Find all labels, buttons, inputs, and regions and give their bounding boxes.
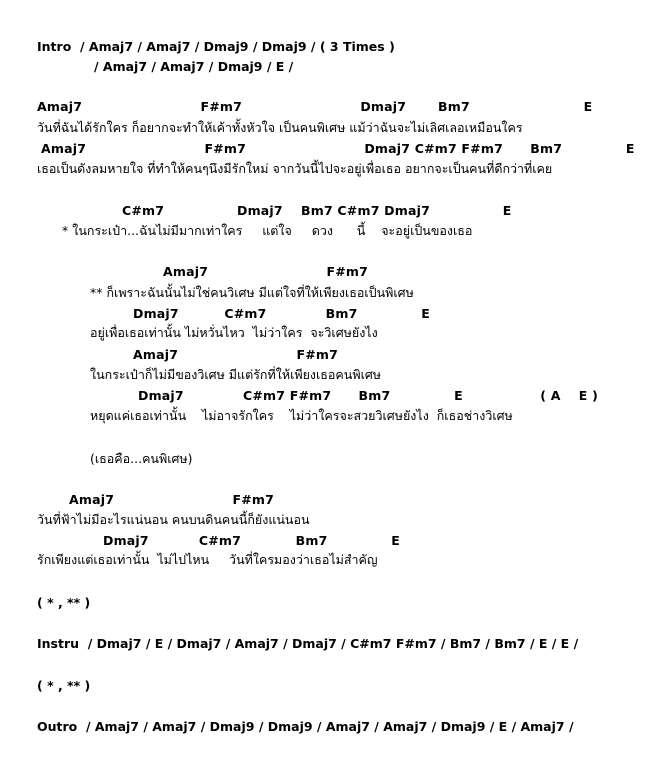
verse2-lyric-1: วันที่ฟ้าไม่มีอะไรแน่นอน คนบนดินคนนี้ก็ยังแน่นอน (37, 512, 310, 527)
instrumental-line: Instru / Dmaj7 / E / Dmaj7 / Amaj7 / Dmaj7 / C#m7 F#m7 / Bm7 / Bm7 / E / E / (37, 636, 579, 651)
chorus-chords-4: Dmaj7 C#m7 F#m7 Bm7 E ( A E ) (138, 388, 599, 403)
prechorus-chords: C#m7 Dmaj7 Bm7 C#m7 Dmaj7 E (122, 203, 512, 218)
chorus-chords-1: Amaj7 F#m7 (163, 264, 368, 279)
intro-line-1: Intro / Amaj7 / Amaj7 / Dmaj9 / Dmaj9 / ( 3 Times ) (37, 39, 395, 54)
verse1-chords-2: Amaj7 F#m7 Dmaj7 C#m7 F#m7 Bm7 E (41, 141, 635, 156)
verse1-chords-1: Amaj7 F#m7 Dmaj7 Bm7 E (37, 99, 593, 114)
chorus-chords-2: Dmaj7 C#m7 Bm7 E (133, 306, 430, 321)
chorus-lyric-4: หยุดแค่เธอเท่านั้น ไม่อาจรักใคร ไม่ว่าใครจะสวยวิเศษยังไง ก็เธอช่างวิเศษ (90, 408, 513, 423)
prechorus-lyric: * ในกระเป๋า...ฉันไม่มีมากเท่าใคร แต่ใจ ดวง นี้ จะอยู่เป็นของเธอ (62, 223, 473, 238)
chorus-tag: (เธอคือ...คนพิเศษ) (90, 451, 193, 466)
chorus-lyric-1: ** ก็เพราะฉันนั้นไม่ใช่คนวิเศษ มีแต่ใจที่ให้เพียงเธอเป็นพิเศษ (90, 285, 414, 300)
verse2-chords-2: Dmaj7 C#m7 Bm7 E (103, 533, 400, 548)
outro-line: Outro / Amaj7 / Amaj7 / Dmaj9 / Dmaj9 / Amaj7 / Amaj7 / Dmaj9 / E / Amaj7 / (37, 719, 574, 734)
chorus-chords-3: Amaj7 F#m7 (133, 347, 338, 362)
verse1-lyric-1: วันที่ฉันได้รักใคร ก็อยากจะทำให้เค้าทั้งหัวใจ เป็นคนพิเศษ แม้ว่าฉันจะไม่เลิศเลอเหมือนใคร (37, 120, 523, 135)
verse1-lyric-2: เธอเป็นดังลมหายใจ ที่ทำให้คนๆนึงมีรักใหม่ จากวันนี้ไปจะอยู่เพื่อเธอ อยากจะเป็นคนที่ดีกว่าที่เคย (37, 161, 553, 176)
intro-line-2: / Amaj7 / Amaj7 / Dmaj9 / E / (94, 59, 294, 74)
repeat-marker-2: ( * , ** ) (37, 678, 91, 693)
chorus-lyric-2: อยู่เพื่อเธอเท่านั้น ไม่หวั่นไหว ไม่ว่าใคร จะวิเศษยังไง (90, 325, 378, 340)
verse2-chords-1: Amaj7 F#m7 (69, 492, 274, 507)
verse2-lyric-2: รักเพียงแต่เธอเท่านั้น ไม่ไปไหน วันที่ใครมองว่าเธอไม่สำคัญ (37, 552, 378, 567)
repeat-marker-1: ( * , ** ) (37, 595, 91, 610)
chorus-lyric-3: ในกระเป๋าก็ไม่มีของวิเศษ มีแต่รักที่ให้เพียงเธอคนพิเศษ (90, 367, 382, 382)
